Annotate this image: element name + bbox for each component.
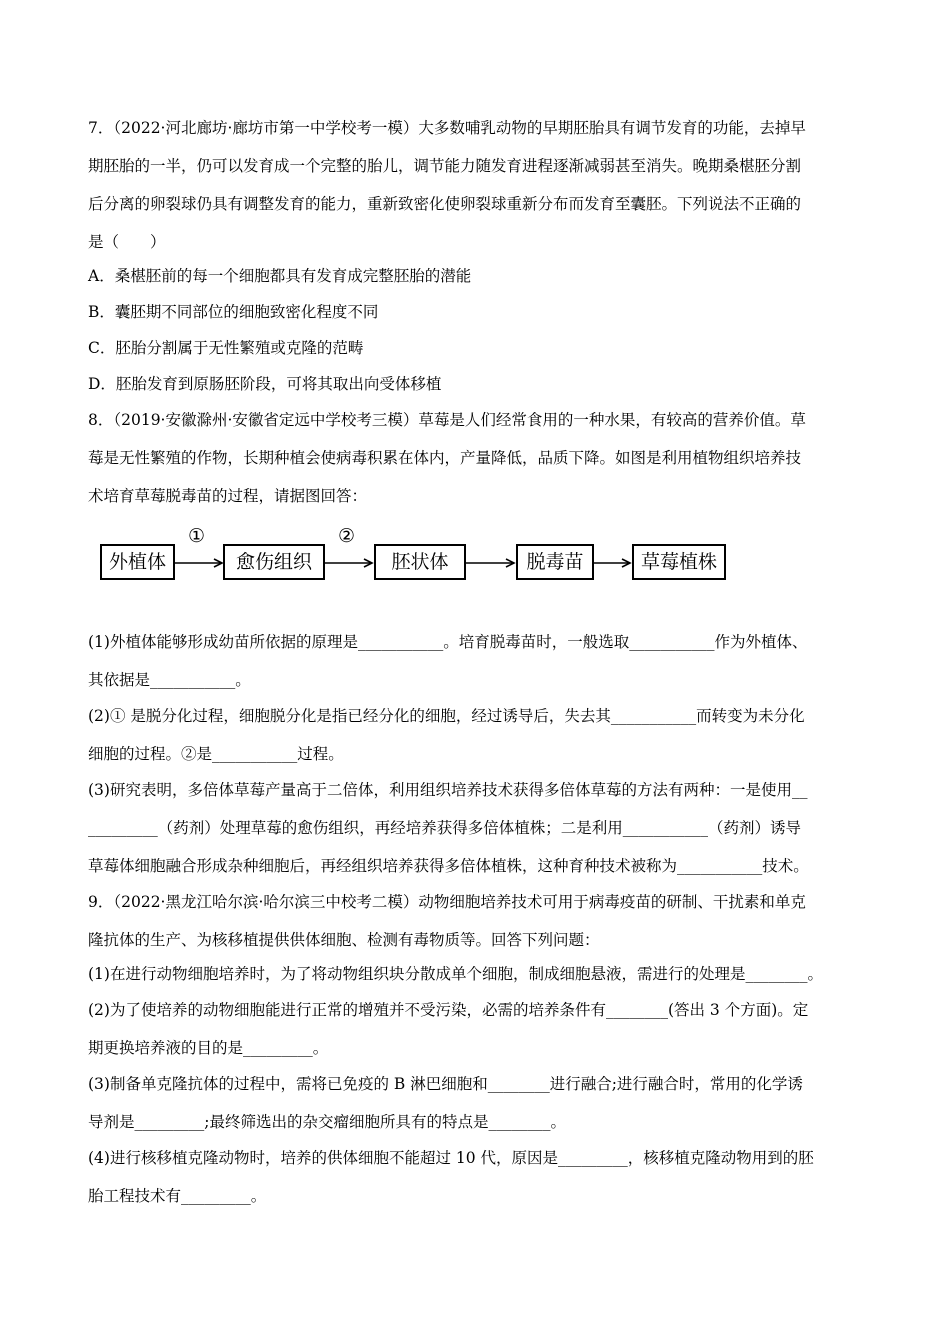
q8-answer-line: (1)外植体能够形成幼苗所依据的原理是___________。培育脱毒苗时，一般选取___________作为外植体、 xyxy=(88,633,808,651)
q7-stem-line: 是（ ） xyxy=(88,233,166,251)
q9-answer-line: (1)在进行动物细胞培养时，为了将动物组织块分散成单个细胞，制成细胞悬液，需进行的处理是________。 xyxy=(88,965,823,983)
box-strawberry-plant: 草莓植株 xyxy=(632,544,726,580)
q9-answer-line: (4)进行核移植克隆动物时，培养的供体细胞不能超过 10 代，原因是_________，核移植克隆动物用到的胚 xyxy=(88,1149,814,1167)
q8-answer-line: 细胞的过程。②是___________过程。 xyxy=(88,745,344,763)
q9-answer-line: (2)为了使培养的动物细胞能进行正常的增殖并不受污染，必需的培养条件有________(答出 3 个方面)。定 xyxy=(88,1001,809,1019)
box-callus: 愈伤组织 xyxy=(223,544,325,580)
box-explant: 外植体 xyxy=(100,544,175,580)
q7-stem-line: 后分离的卵裂球仍具有调整发育的能力，重新致密化使卵裂球重新分布而发育至囊胚。下列说法不正确的 xyxy=(88,195,802,213)
q9-stem-line: 9．（2022·黑龙江哈尔滨·哈尔滨三中校考二模）动物细胞培养技术可用于病毒疫苗的研制、干扰素和单克 xyxy=(88,893,806,911)
q8-stem-line: 莓是无性繁殖的作物，长期种植会使病毒积累在体内，产量降低，品质下降。如图是利用植物组织培养技 xyxy=(88,449,802,467)
q9-answer-line: 导剂是_________;最终筛选出的杂交瘤细胞所具有的特点是________。 xyxy=(88,1113,566,1131)
q8-answer-line: (3)研究表明，多倍体草莓产量高于二倍体，利用组织培养技术获得多倍体草莓的方法有两种：一是使用__ xyxy=(88,781,808,799)
step-2-label: ② xyxy=(338,525,356,547)
q8-answer-line: _________（药剂）处理草莓的愈伤组织，再经培养获得多倍体植株；二是利用___________（药剂）诱导 xyxy=(88,819,802,837)
step-1-label: ① xyxy=(188,525,206,547)
q9-answer-line: 胎工程技术有_________。 xyxy=(88,1187,267,1205)
q9-stem-line: 隆抗体的生产、为核移植提供供体细胞、检测有毒物质等。回答下列问题： xyxy=(88,931,600,949)
q8-stem-line: 8．（2019·安徽滁州·安徽省定远中学校考三模）草莓是人们经常食用的一种水果，有较高的营养价值。草 xyxy=(88,411,806,429)
tissue-culture-flow-diagram xyxy=(100,526,730,586)
q9-answer-line: 期更换培养液的目的是_________。 xyxy=(88,1039,329,1057)
q8-answer-line: 草莓体细胞融合形成杂种细胞后，再经组织培养获得多倍体植株，这种育种技术被称为___________技术。 xyxy=(88,857,809,875)
q9-answer-line: (3)制备单克隆抗体的过程中，需将已免疫的 B 淋巴细胞和________进行融合;进行融合时，常用的化学诱 xyxy=(88,1075,803,1093)
q7-stem-line: 7．（2022·河北廊坊·廊坊市第一中学校考一模）大多数哺乳动物的早期胚胎具有调节发育的功能，去掉早 xyxy=(88,119,806,137)
q7-stem-line: 期胚胎的一半，仍可以发育成一个完整的胎儿，调节能力随发育进程逐渐减弱甚至消失。晚期桑椹胚分割 xyxy=(88,157,802,175)
q8-stem-line: 术培育草莓脱毒苗的过程，请据图回答： xyxy=(88,487,368,505)
q8-answer-line: (2)① 是脱分化过程，细胞脱分化是指已经分化的细胞，经过诱导后，失去其___________而转变为未分化 xyxy=(88,707,805,725)
q8-answer-line: 其依据是___________。 xyxy=(88,671,251,689)
box-embryoid: 胚状体 xyxy=(374,544,466,580)
q7-option-b: B．囊胚期不同部位的细胞致密化程度不同 xyxy=(88,303,379,321)
q7-option-d: D．胚胎发育到原肠胚阶段，可将其取出向受体移植 xyxy=(88,375,442,393)
box-virus-free-seedling: 脱毒苗 xyxy=(516,544,594,580)
q7-option-c: C．胚胎分割属于无性繁殖或克隆的范畴 xyxy=(88,339,364,357)
q7-option-a: A．桑椹胚前的每一个细胞都具有发育成完整胚胎的潜能 xyxy=(88,267,472,285)
